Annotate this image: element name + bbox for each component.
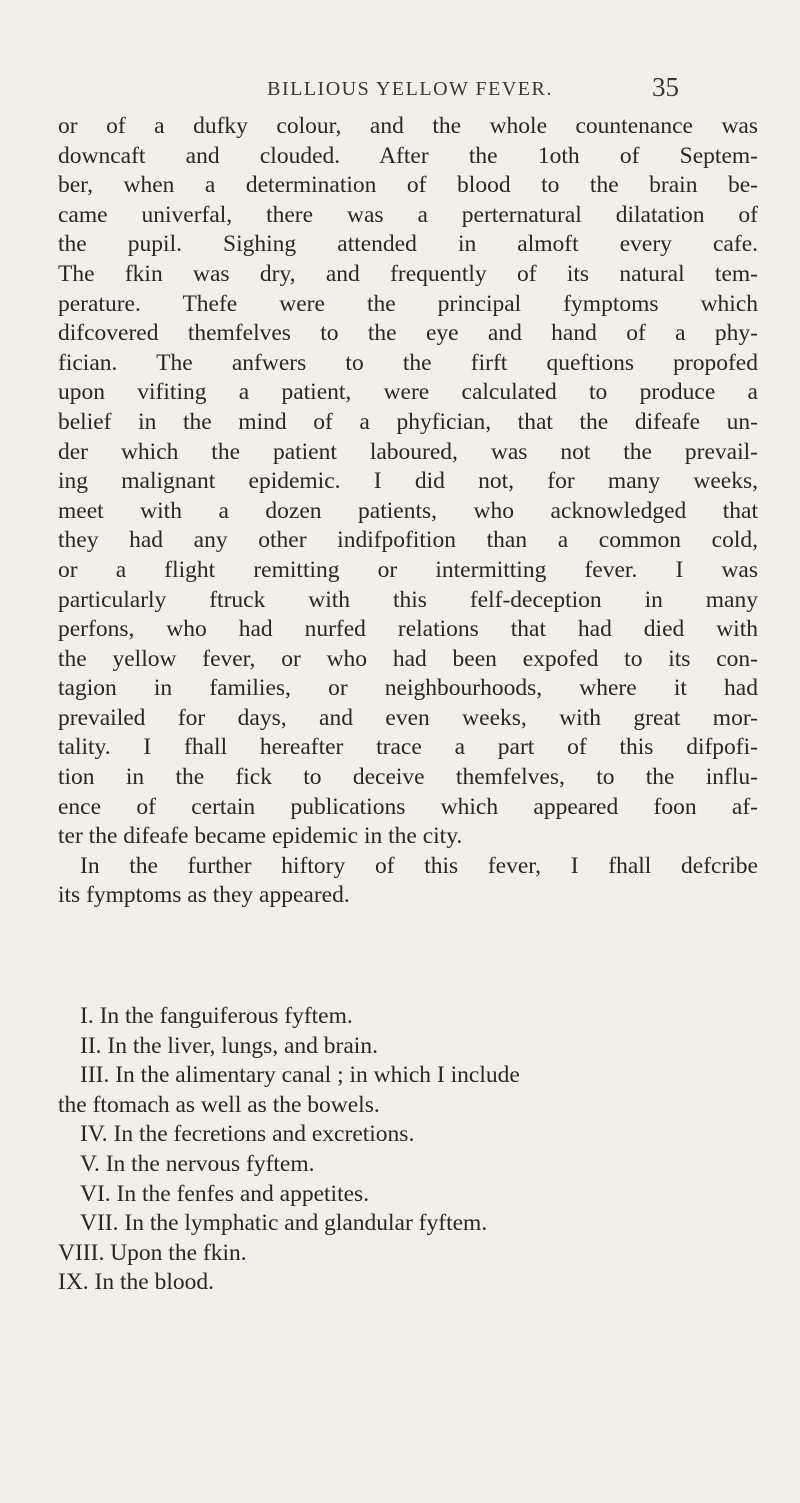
list-item: III. In the alimentary canal ; in which I include (80, 1062, 520, 1089)
text-line: or of a dufky colour, and the whole countenance was (58, 113, 758, 139)
text-line: der which the patient laboured, was not the prevail- (58, 438, 758, 465)
text-line: came univerfal, there was a perternatural dilatation of (58, 201, 758, 228)
text-line: difcovered themfelves to the eye and hand of a phy- (58, 320, 758, 347)
text-line: fician. The anfwers to the firft queftions propofed (58, 349, 758, 376)
text-line: they had any other indifpofition than a common cold, (58, 527, 758, 554)
text-line: meet with a dozen patients, who acknowledged that (58, 497, 758, 524)
text-line: its fymptoms as they appeared. (58, 882, 350, 909)
list-item: IX. In the blood. (58, 1269, 214, 1296)
text-line: the pupil. Sighing attended in almoft every cafe. (58, 231, 758, 258)
text-line: the yellow fever, or who had been expofed to its con- (58, 645, 758, 672)
text-line: perfons, who had nurfed relations that had died with (58, 616, 758, 643)
text-line: ter the difeafe became epidemic in the city. (58, 823, 463, 850)
list-item: V. In the nervous fyftem. (80, 1150, 315, 1177)
text-line: belief in the mind of a phyfician, that the difeafe un- (58, 408, 758, 435)
text-line: tagion in families, or neighbourhoods, where it had (58, 675, 758, 702)
symptom-list (58, 1002, 758, 1298)
list-item: VII. In the lymphatic and glandular fyftem. (80, 1210, 488, 1237)
text-line: upon vifiting a patient, were calculated to produce a (58, 379, 758, 406)
text-line: tion in the fick to deceive themfelves, to the influ- (58, 764, 758, 791)
text-line: particularly ftruck with this felf-deception in many (58, 586, 758, 613)
text-line: or a flight remitting or intermitting fever. I was (58, 556, 758, 583)
text-line: ber, when a determination of blood to the brain be- (58, 172, 758, 199)
text-line: tality. I fhall hereafter trace a part of this difpofi- (58, 734, 758, 761)
text-line: ence of certain publications which appeared foon af- (58, 793, 758, 820)
text-line: prevailed for days, and even weeks, with great mor- (58, 704, 758, 731)
list-item-continuation: the ftomach as well as the bowels. (58, 1091, 380, 1118)
text-line: ing malignant epidemic. I did not, for many weeks, (58, 468, 758, 495)
page-number: 35 (652, 72, 679, 102)
list-item: VIII. Upon the fkin. (58, 1239, 247, 1266)
list-item: VI. In the fenfes and appetites. (80, 1180, 370, 1207)
running-title: BILLIOUS YELLOW FEVER. (267, 78, 553, 100)
body-paragraph (58, 112, 758, 911)
text-line: The fkin was dry, and frequently of its natural tem- (58, 260, 758, 287)
list-item: I. In the fanguiferous fyftem. (80, 1003, 353, 1029)
list-item: II. In the liver, lungs, and brain. (80, 1032, 378, 1059)
text-line: perature. Thefe were the principal fymptoms which (58, 290, 758, 317)
list-item: IV. In the fecretions and excretions. (80, 1121, 415, 1148)
text-line: downcaft and clouded. After the 1oth of Septem- (58, 142, 758, 169)
text-line: In the further hiftory of this fever, I fhall defcribe (80, 852, 758, 879)
